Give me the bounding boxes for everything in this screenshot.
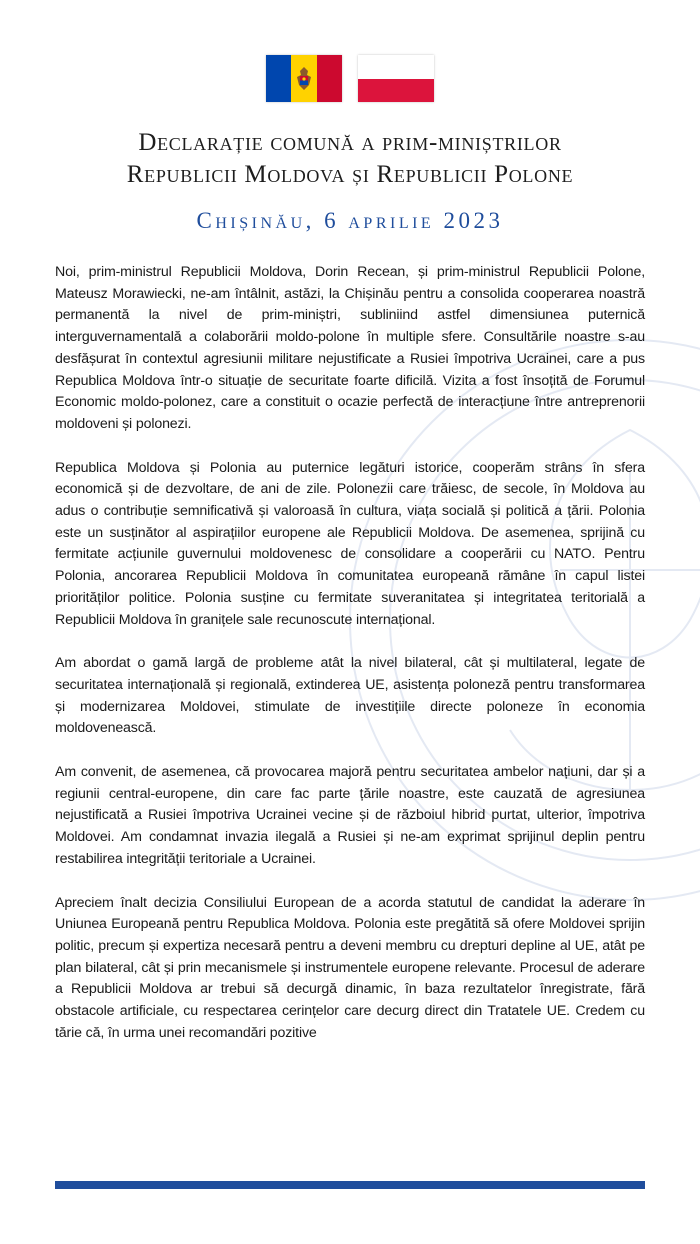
moldova-flag bbox=[266, 55, 342, 102]
document-title bbox=[40, 127, 660, 191]
paragraph-3: Am abordat o gamă largă de probleme atât la nivel bilateral, cât și multilateral, legate de securitatea internațională și regională, extinderea UE, asistența poloneză pentru transformarea și modernizarea Moldovei, stimulate de investițiile directe poloneze în economia moldovenească. bbox=[55, 655, 645, 737]
title-line-2: Republicii Moldova și Republicii Polone bbox=[126, 161, 574, 188]
poland-flag bbox=[358, 55, 434, 102]
paragraph-4: Am convenit, de asemenea, că provocarea majoră pentru securitatea ambelor națiuni, dar și a regiunii central-europene, din care fac parte țările noastre, este cauzată de agresiunea nejustificată a Rusiei împotriva Ucrainei vecine și de războiul hibrid purtat, ulterior, împotriva Moldovei. Am condamnat invazia ilegală a Rusiei și ne-am exprimat sprijinul deplin pentru restabilirea integrității teritoriale a Ucrainei. bbox=[55, 764, 645, 867]
document-body bbox=[55, 262, 645, 1067]
footer-divider bbox=[55, 1181, 645, 1189]
paragraph-1: Noi, prim-ministrul Republicii Moldova, Dorin Recean, și prim-ministrul Republicii Polone, Mateusz Morawiecki, ne-am întâlnit, astăzi, la Chișinău pentru a consolida cooperarea noastră permanentă la nivel de prim-miniștri, subliniind astfel dimensiunea puternică interguvernamentală a colaborării moldo-polone în multiple sfere. Consultările noastre s-au desfășurat în contextul agresiunii militare nejustificate a Rusiei împotriva Ucrainei, care a pus Republica Moldova într-o situație de securitate foarte dificilă. Vizita a fost însoțită de Forumul Economic moldo-polonez, care a constituit o ocazie perfectă de interacțiune între antreprenorii moldoveni și polonezi. bbox=[55, 264, 645, 432]
paragraph-2: Republica Moldova și Polonia au puternice legături istorice, cooperăm strâns în sfera economică și de dezvoltare, de ani de zile. Polonezii care trăiesc, de secole, în Moldova au adus o contribuție semnificativă și valoroasă în cultura, viața socială și politică a țării. Polonia este un susținător al aspirațiilor europene ale Republicii Moldova. De asemenea, sprijină cu fermitate acțiunile guvernului moldovenesc de consolidare a cooperării cu NATO. Pentru Polonia, ancorarea Republicii Moldova în comunitatea europeană rămâne în capul listei priorităților politice. Polonia susține cu fermitate suveranitatea și integritatea teritorială a Republicii Moldova în granițele sale recunoscute internațional. bbox=[55, 459, 645, 628]
title-line-1: Declarație comună a prim-miniștrilor bbox=[138, 129, 562, 156]
flags-row bbox=[0, 55, 700, 102]
location-date: Chișinău, 6 aprilie 2023 bbox=[196, 208, 504, 233]
paragraph-5: Apreciem înalt decizia Consiliului European de a acorda statutul de candidat la aderare în Uniunea Europeană pentru Republica Moldova. Polonia este pregătită să ofere Moldovei sprijin politic, precum și expertiza necesară pentru a deveni membru cu drepturi depline al UE, atât pe plan bilateral, cât și prin mecanismele și instrumentele europene relevante. Procesul de aderare a Republicii Moldova ar trebui să decurgă dinamic, în baza rezultatelor înregistrate, fără obstacole artificiale, cu respectarea cerințelor care decurg direct din Tratatele UE. Credem cu tărie că, în urma unei recomandări pozitive bbox=[55, 894, 645, 1041]
moldova-coat-of-arms-icon bbox=[295, 66, 313, 92]
